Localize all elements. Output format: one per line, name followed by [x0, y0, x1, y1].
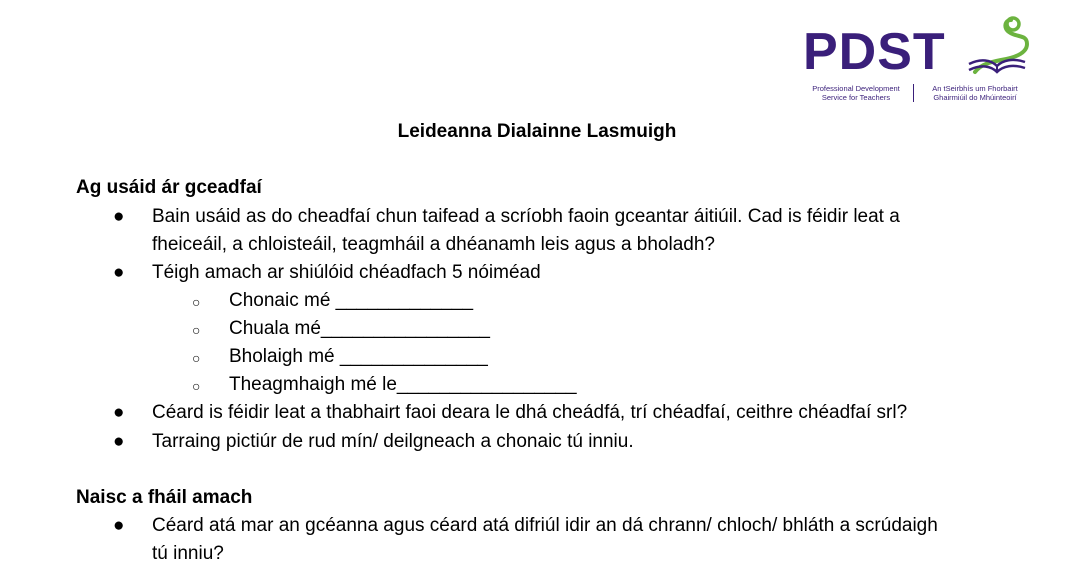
- bullet-item: [152, 428, 1032, 456]
- bullet-line: Bain usáid as do cheadfaí chun taifead a scríobh faoin gceantar áitiúil. Cad is féidir leat a: [152, 206, 900, 227]
- bullet-marker: ●: [113, 262, 125, 283]
- bullet-line: tú inniu?: [152, 543, 224, 564]
- document-title: Leideanna Dialainne Lasmuigh: [397, 121, 677, 142]
- sub-bullet-marker: ○: [192, 350, 201, 366]
- sub-item-saw: Chonaic mé _____________: [229, 290, 474, 311]
- sub-item-heard: Chuala mé________________: [229, 318, 490, 339]
- bullet-line: Tarraing pictiúr de rud mín/ deilgneach a chonaic tú inniu.: [152, 431, 634, 452]
- logo-tagline-line: Professional Development: [812, 84, 900, 93]
- bullet-line: Téigh amach ar shiúlóid chéadfach 5 nóiméad: [152, 262, 541, 283]
- sub-bullet-marker: ○: [192, 294, 201, 310]
- pdst-logo: [803, 14, 1033, 106]
- logo-tagline-line: Service for Teachers: [821, 93, 891, 102]
- logo-tagline-irish: [917, 84, 1033, 102]
- section-heading: Ag usáid ár gceadfaí: [76, 177, 262, 198]
- bullet-item: [152, 512, 1032, 568]
- section-heading: Naisc a fháil amach: [76, 487, 253, 508]
- book-swirl-icon: [961, 14, 1033, 78]
- sub-bullet-marker: ○: [192, 378, 201, 394]
- sub-bullet-marker: ○: [192, 322, 201, 338]
- bullet-line: fheiceáil, a chloisteáil, teagmháil a dhéanamh leis agus a bholadh?: [152, 234, 715, 255]
- bullet-line: Céard atá mar an gcéanna agus céard atá difriúl idir an dá chrann/ chloch/ bhláth a scrúdaigh: [152, 515, 938, 536]
- bullet-marker: ●: [113, 206, 125, 227]
- bullet-line: Céard is féidir leat a thabhairt faoi deara le dhá cheádfá, trí chéadfaí, ceithre chéadfaí srl?: [152, 402, 908, 423]
- bullet-marker: ●: [113, 431, 125, 452]
- bullet-marker: ●: [113, 515, 125, 536]
- logo-tagline-line: Ghairmiúil do Mhúinteoirí: [933, 93, 1017, 102]
- sub-item-smelled: Bholaigh mé ______________: [229, 346, 488, 367]
- logo-wordmark: PDST: [803, 23, 946, 81]
- logo-tagline-line: An tSeirbhís um Fhorbairt: [932, 84, 1018, 93]
- bullet-marker: ●: [113, 402, 125, 423]
- bullet-item: [152, 259, 1032, 287]
- logo-tagline-english: [803, 84, 909, 102]
- bullet-item: [152, 203, 1032, 259]
- sub-item-touched: Theagmhaigh mé le_________________: [229, 374, 577, 395]
- logo-divider: [913, 84, 914, 102]
- bullet-item: [152, 399, 1032, 427]
